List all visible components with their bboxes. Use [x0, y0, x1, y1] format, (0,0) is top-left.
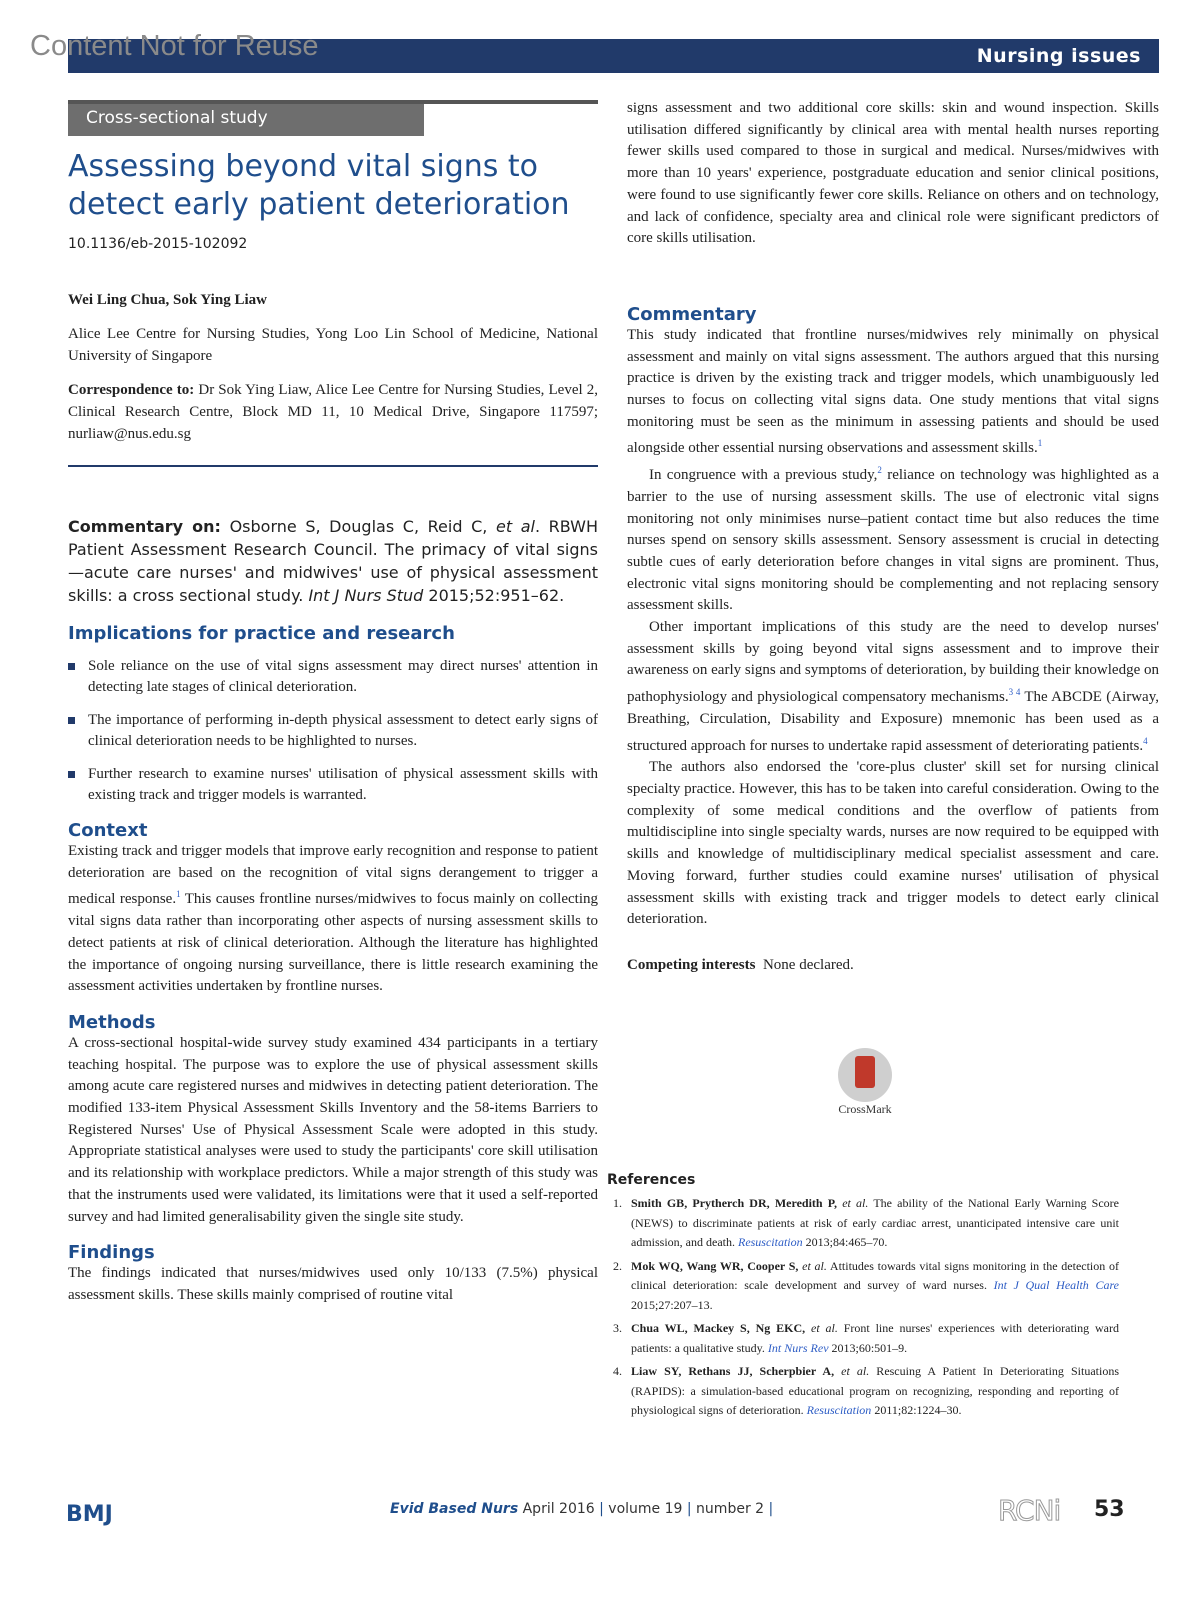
commentary-on [68, 515, 598, 607]
footer-separator: | [768, 1501, 774, 1517]
commentary-on-text3: 2015;52:951–62. [423, 586, 565, 605]
footer-number: number 2 [691, 1501, 769, 1517]
authors: Wei Ling Chua, Sok Ying Liaw [68, 292, 267, 308]
competing-text: None declared. [762, 956, 854, 973]
competing-interests [627, 957, 1159, 974]
commentary-on-text: Osborne S, Douglas C, Reid C, [220, 517, 496, 536]
commentary-heading: Commentary [627, 303, 757, 325]
citation-link[interactable]: 1 [176, 889, 181, 900]
footer-separator: | [686, 1501, 692, 1517]
footer-date: April 2016 [518, 1501, 600, 1517]
context-text-a: Existing track and trigger models that improve early recognition and response to patient deterioration are based on the recognition of vital signs derangement to trigger a medical response. [68, 843, 598, 908]
reference-etal: et al. [841, 1364, 870, 1378]
implication-text: The importance of performing in-depth physical assessment to detect early signs of clinical deterioration needs to be highlighted to nurses. [88, 712, 598, 749]
findings-section [68, 1242, 598, 1306]
commentary-p2-text-b: reliance on technology was highlighted as a barrier to the use of nursing assessment skills. The use of electronic vital signs monitoring not only minimises nurse–patient contact time but also reduces the time nurses spend on sensory skills assessment. Sensory assessment is crucial in detecting subtle cues of early deterioration before changes in vital signs are prominent. Thus, electronic vital signs monitoring should be complementing and not replacing sensory assessment skills. [627, 467, 1159, 614]
crossmark-label: CrossMark [838, 1102, 892, 1116]
rcni-logo: RCNi [998, 1494, 1061, 1527]
title-line-1: Assessing beyond vital signs to [68, 149, 539, 184]
commentary-p2-text-a: In congruence with a previous study, [649, 467, 878, 484]
correspondence-text: Dr Sok Ying Liaw, Alice Lee Centre for Nursing Studies, Level 2, Clinical Research Centre, Block MD 11, 10 Medical Drive, Singapore 117597; nurliaw@nus.edu.sg [68, 382, 598, 442]
reference-journal-link[interactable]: Resuscitation [737, 1235, 803, 1249]
page-number: 53 [1094, 1497, 1125, 1522]
watermark: Content Not for Reuse [30, 30, 319, 62]
section-label: Nursing issues [976, 45, 1141, 67]
reference-number: 1. [613, 1196, 622, 1210]
reference-etal: et al. [842, 1196, 869, 1210]
context-heading: Context [68, 820, 148, 841]
competing-label: Competing interests [627, 956, 756, 973]
commentary-p4: The authors also endorsed the 'core-plus cluster' skill set for nursing clinical specialty practice. However, this has to be taken into careful consideration. Owing to the complexity of some medical conditions and the overflow of patients from multidiscipline into single specialty wards, nurses are now required to be equipped with skills and knowledge of multidisciplinary medical specialist assessment and care. Moving forward, further studies could examine nurses' utilisation of physical assessment skills with existing track and trigger models to detect early clinical deterioration. [627, 759, 1159, 928]
right-column [627, 98, 1159, 974]
commentary-p3 [627, 617, 1159, 757]
commentary-on-etal: et al [495, 517, 535, 536]
reference-title: Attitudes towards vital signs monitoring in the detection of clinical deterioration: scale development and survey of ward nurses. [631, 1258, 1119, 1292]
footer-volume: volume 19 [603, 1501, 687, 1517]
implication-text: Sole reliance on the use of vital signs assessment may direct nurses' attention in detecting late stages of clinical deterioration. [88, 658, 598, 695]
methods-text: A cross-sectional hospital-wide survey study examined 434 participants in a tertiary teaching hospital. The purpose was to explore the use of physical assessment skills among acute care registered nurses and midwives in detecting patient deterioration. The modified 133-item Physical Assessment Skills Inventory and the 58-items Barriers to Registered Nurses' Use of Physical Assessment Scale were adopted in this study. Appropriate statistical analyses were used to study the participants' core skill utilisation and its relationship with workplace predictors. While a major strength of this study was that the instruments used were validated, its limitations were that it used a self-reported survey and had limited generalisability given the single site study. [68, 1034, 598, 1225]
methods-heading: Methods [68, 1011, 156, 1033]
reference-etal: et al. [811, 1321, 838, 1335]
implications-list [68, 656, 598, 806]
reference-authors: Chua WL, Mackey S, Ng EKC, [631, 1321, 811, 1335]
references-list [607, 1194, 1119, 1421]
reference-cite: 2015;27:207–13. [631, 1297, 713, 1312]
commentary-on-journal: Int J Nurs Stud [308, 586, 424, 605]
implications-heading: Implications for practice and research [68, 623, 455, 644]
footer-citation [390, 1501, 773, 1517]
commentary-on-text2: . RBWH Patient Assessment Research Council. The primacy of vital signs—acute care nurses' and midwives' use of physical assessment skills: a cross sectional study. [68, 517, 599, 605]
reference-journal-link[interactable]: Int Nurs Rev [767, 1340, 829, 1355]
footer-journal: Evid Based Nurs [390, 1501, 519, 1517]
affiliation: Alice Lee Centre for Nursing Studies, Yong Loo Lin School of Medicine, National University of Singapore [68, 326, 598, 364]
reference-number: 2. [613, 1258, 622, 1273]
list-item [68, 764, 598, 806]
reference-item [607, 1362, 1119, 1421]
study-type-label: Cross-sectional study [68, 104, 424, 136]
findings-text-left: The findings indicated that nurses/midwives used only 10/133 (7.5%) physical assessment skills. These skills mainly comprised of routine vital [68, 1265, 598, 1303]
citation-link[interactable]: 3 4 [1008, 687, 1021, 698]
list-item [68, 656, 598, 698]
methods-section [68, 1012, 598, 1228]
findings-heading: Findings [68, 1242, 155, 1264]
reference-title: Rescuing A Patient In Deteriorating Situations (RAPIDS): a simulation-based educational program on recognizing, responding and reporting of physiological signs of deterioration. [631, 1364, 1119, 1417]
bullet-icon [68, 771, 75, 778]
correspondence-label: Correspondence to: [68, 382, 195, 398]
correspondence [68, 379, 598, 445]
reference-title: Front line nurses' experiences with deteriorating ward patients: a qualitative study. [631, 1321, 1119, 1355]
reference-authors: Liaw SY, Rethans JJ, Scherpbier A, [631, 1364, 842, 1378]
commentary-p2 [627, 460, 1159, 617]
reference-title: The ability of the National Early Warning Score (NEWS) to discriminate patients at risk of early cardiac arrest, unanticipated intensive care unit admission, and death. [631, 1196, 1119, 1249]
left-column [68, 100, 598, 1307]
commentary-on-label: Commentary on: [68, 517, 221, 536]
findings-text-right: signs assessment and two additional core skills: skin and wound inspection. Skills utilisation differed significantly by clinical area with mental health nurses reporting fewer skills used compared to those in surgical and medical. Nurses/midwives with more than 10 years' experience, postgraduate education and senior clinical positions, were found to use significantly fewer core skills. Reliance on others and on technology, and lack of confidence, specialty area and clinical role were significant predictors of core skills utilisation. [627, 100, 1159, 247]
commentary-p3-text-a: Other important implications of this study are the need to develop nurses' assessment skills by going beyond vital signs assessment and to improve their awareness on early signs and symptoms of deterioration, by building their knowledge on pathophysiology and physiological compensatory mechanisms. [627, 619, 1159, 706]
implication-text: Further research to examine nurses' utilisation of physical assessment skills with existing track and trigger models is warranted. [88, 766, 598, 803]
study-type-box [68, 100, 598, 136]
reference-number: 3. [613, 1321, 622, 1335]
commentary-section [627, 304, 1159, 931]
reference-cite: 2013;60:501–9. [828, 1340, 908, 1355]
article-title [68, 148, 598, 224]
list-item [68, 710, 598, 752]
reference-item [607, 1194, 1119, 1253]
bullet-icon [68, 717, 75, 724]
reference-item [607, 1257, 1119, 1316]
crossmark-icon [838, 1048, 892, 1102]
reference-journal-link[interactable]: Resuscitation [806, 1403, 872, 1417]
references-section [607, 1172, 1119, 1425]
commentary-p3-text-b: The ABCDE (Airway, Breathing, Circulation, Disability and Exposure) mnemonic has been used as a structured approach for nurses to undertake rapid assessment of deteriorating patients. [627, 689, 1159, 754]
context-section [68, 820, 598, 998]
bmj-logo: BMJ [66, 1502, 113, 1527]
citation-link[interactable]: 4 [1143, 735, 1148, 746]
reference-item [607, 1319, 1119, 1358]
reference-journal-link[interactable]: Int J Qual Health Care [993, 1278, 1119, 1292]
crossmark-badge[interactable] [835, 1048, 895, 1117]
citation-link[interactable]: 1 [1037, 438, 1043, 449]
commentary-p1 [627, 325, 1159, 460]
bullet-icon [68, 663, 75, 670]
reference-authors: Smith GB, Prytherch DR, Meredith P, [631, 1196, 843, 1210]
context-text [68, 841, 598, 998]
reference-cite: 2011;82:1224–30. [871, 1403, 962, 1417]
doi[interactable]: 10.1136/eb-2015-102092 [68, 236, 248, 252]
reference-cite: 2013;84:465–70. [802, 1235, 888, 1249]
divider [68, 465, 598, 467]
commentary-p1-text: This study indicated that frontline nurses/midwives rely minimally on physical assessment and mainly on vital signs assessment. The authors argued that this nursing practice is driven by the existing track and trigger models, which unambiguously led nurses to focus on collecting vital signs data. One study mentions that vital signs monitoring must be seen as the minimum in assessing patients and should be used alongside other essential nursing observations and assessment skills. [627, 326, 1159, 457]
references-heading: References [607, 1172, 696, 1188]
reference-number: 4. [613, 1364, 622, 1378]
reference-etal: et al. [802, 1258, 827, 1273]
citation-link[interactable]: 2 [877, 465, 882, 476]
footer-separator: | [599, 1501, 604, 1517]
implications-section [68, 623, 598, 806]
context-text-b: This causes frontline nurses/midwives to focus mainly on collecting vital signs data rather than incorporating other aspects of nursing assessment skills to detect patients at risk of clinical deterioration. Although the literature has highlighted the importance of ongoing nursing surveillance, there is little research examining the assessment activities undertaken by frontline nurses. [68, 891, 598, 995]
title-line-2: detect early patient deterioration [68, 187, 570, 222]
reference-authors: Mok WQ, Wang WR, Cooper S, [631, 1258, 803, 1273]
